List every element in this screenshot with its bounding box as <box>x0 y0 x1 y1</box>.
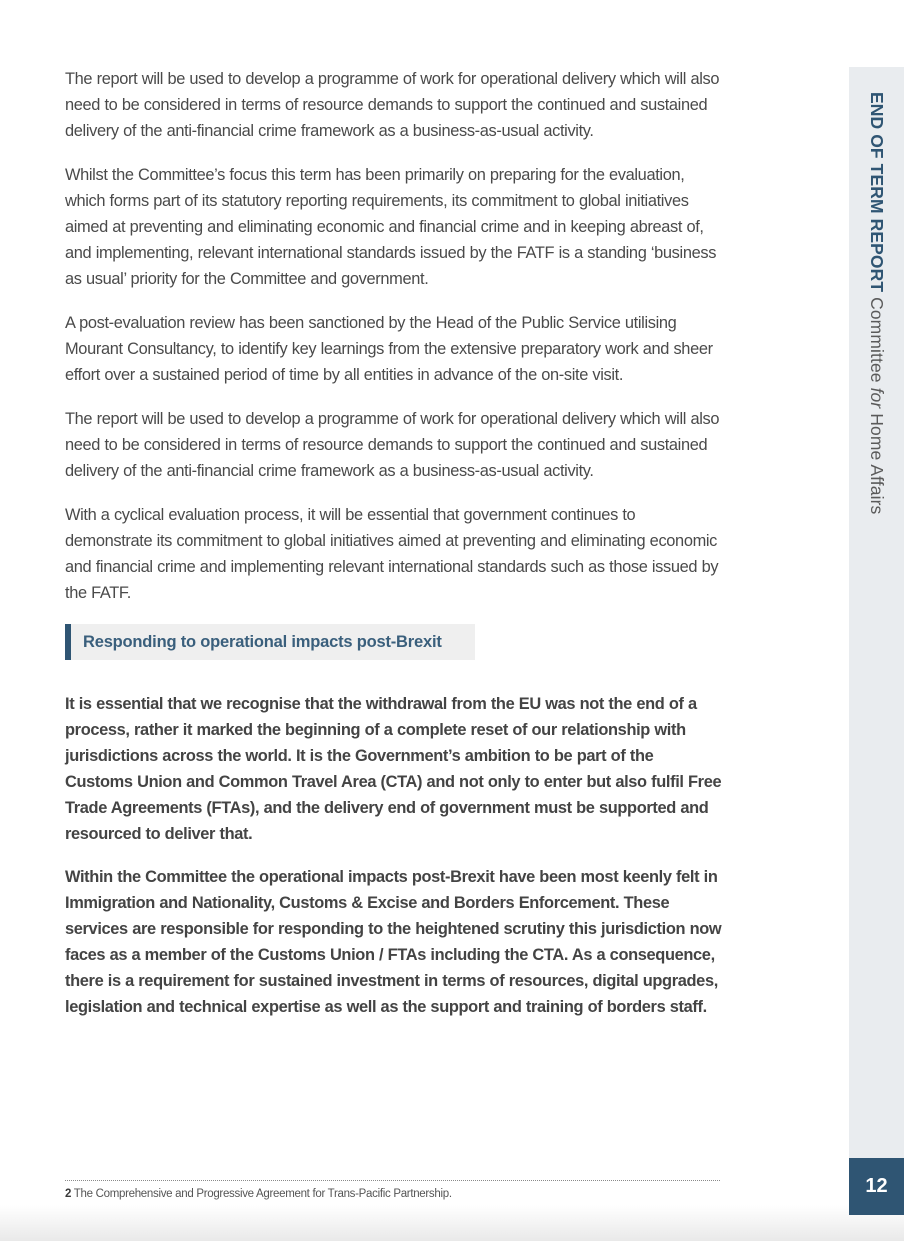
page-number: 12 <box>865 1175 888 1197</box>
bold-paragraph-1: It is essential that we recognise that the withdrawal from the EU was not the end of a process, rather it marked the beginning of a complete reset of our relationship with jurisdictions across the world. It is the Government’s ambition to be part of the Customs Union and Common Travel Area (CTA) and not only to enter but also fulfil Free Trade Agreements (FTAs), and the delivery end of government must be supported and resourced to deliver that. <box>65 695 722 843</box>
footnote-text: The Comprehensive and Progressive Agreement for Trans-Pacific Partnership. <box>73 1188 452 1200</box>
page-number-box <box>849 1158 904 1215</box>
bold-section <box>65 691 725 1020</box>
bold-paragraph-2: Within the Committee the operational impacts post-Brexit have been most keenly felt in Immigration and Nationality, Customs & Excise and Borders Enforcement. These services are responsible for responding to the heightened scrutiny this jurisdiction now faces as a member of the Customs Union / FTAs including the CTA. As a consequence, there is a requirement for sustained investment in terms of resources, digital upgrades, legislation and technical expertise as well as the support and training of borders staff. <box>65 868 722 1016</box>
footnote-number: 2 <box>65 1188 72 1200</box>
sidebar-running-title <box>866 92 887 514</box>
committee-prefix: Committee <box>867 297 887 383</box>
committee-for: for <box>867 387 887 409</box>
body-paragraph-5: With a cyclical evaluation process, it will be essential that government continues to demonstrate its commitment to global initiatives aimed at preventing and eliminating economic and financial crime and implementing relevant international standards such as those issued by the FATF. <box>65 506 719 602</box>
body-paragraph-1: The report will be used to develop a programme of work for operational delivery which will also need to be considered in terms of resource demands to support the continued and sustained delivery of the anti-financial crime framework as a business-as-usual activity. <box>65 70 720 140</box>
footnote-divider <box>65 1180 720 1181</box>
body-paragraph-3: A post-evaluation review has been sanctioned by the Head of the Public Service utilising Mourant Consultancy, to identify key learnings from the extensive preparatory work and sheer effort over a sustained period of time by all entities in advance of the on-site visit. <box>65 314 713 384</box>
footnote <box>65 1188 452 1200</box>
main-content <box>65 66 725 1037</box>
report-label: END OF TERM REPORT <box>867 92 887 293</box>
section-heading: Responding to operational impacts post-Brexit <box>83 632 442 651</box>
page-bottom-shadow <box>0 1205 904 1241</box>
body-paragraph-2: Whilst the Committee’s focus this term has been primarily on preparing for the evaluation, which forms part of its statutory reporting requirements, its commitment to global initiatives aimed at preventing and eliminating economic and financial crime and in keeping abreast of, and implementing, relevant international standards issued by the FATF is a standing ‘business as usual’ priority for the Committee and government. <box>65 166 717 288</box>
body-paragraph-4: The report will be used to develop a programme of work for operational delivery which will also need to be considered in terms of resource demands to support the continued and sustained delivery of the anti-financial crime framework as a business-as-usual activity. <box>65 410 720 480</box>
committee-suffix: Home Affairs <box>867 413 887 515</box>
section-heading-box <box>65 624 475 660</box>
